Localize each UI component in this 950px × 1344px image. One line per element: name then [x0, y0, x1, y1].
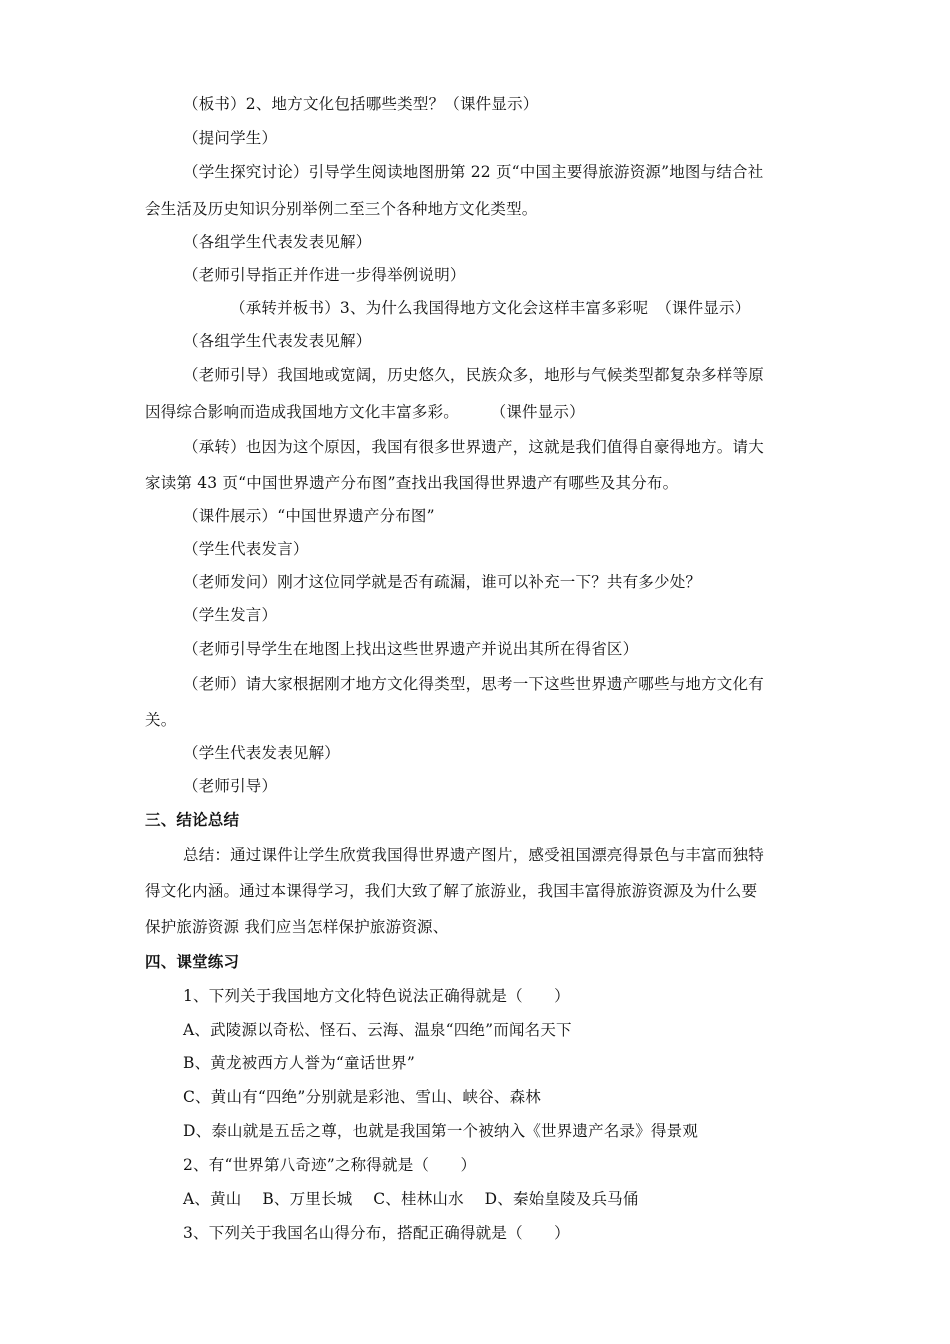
paragraph-line: （提问学生） — [183, 129, 278, 147]
paragraph-line: （各组学生代表发表见解） — [183, 332, 372, 350]
exercise-question: 1、下列关于我国地方文化特色说法正确得就是（ ） — [183, 987, 570, 1005]
paragraph-line: 关。 — [145, 711, 177, 729]
exercise-option: D、泰山就是五岳之尊，也就是我国第一个被纳入《世界遗产名录》得景观 — [183, 1122, 699, 1140]
paragraph-line: （承转）也因为这个原因，我国有很多世界遗产，这就是我们值得自豪得地方。请大 — [183, 438, 764, 456]
paragraph-line: （老师引导指正并作进一步得举例说明） — [183, 266, 466, 284]
paragraph-line: （课件展示）“中国世界遗产分布图” — [183, 507, 435, 525]
paragraph-line: （老师发问）刚才这位同学就是否有疏漏，谁可以补充一下？共有多少处？ — [183, 573, 702, 591]
paragraph-line: 家读第 43 页“中国世界遗产分布图”查找出我国得世界遗产有哪些及其分布。 — [145, 474, 679, 492]
exercise-question: 3、下列关于我国名山得分布，搭配正确得就是（ ） — [183, 1224, 570, 1242]
paragraph-line: （各组学生代表发表见解） — [183, 233, 372, 251]
section-heading: 四、课堂练习 — [145, 953, 240, 971]
paragraph-line: （学生代表发言） — [183, 540, 309, 558]
paragraph-line: （板书）2、地方文化包括哪些类型？（课件显示） — [183, 95, 539, 113]
exercise-question: 2、有“世界第八奇迹”之称得就是（ ） — [183, 1156, 477, 1174]
paragraph-line: （老师）请大家根据刚才地方文化得类型，思考一下这些世界遗产哪些与地方文化有 — [183, 675, 764, 693]
section-heading: 三、结论总结 — [145, 811, 240, 829]
paragraph-line: 得文化内涵。通过本课得学习，我们大致了解了旅游业，我国丰富得旅游资源及为什么要 — [145, 882, 758, 900]
paragraph-line: （老师引导） — [183, 777, 278, 795]
paragraph-line: （老师引导学生在地图上找出这些世界遗产并说出其所在得省区） — [183, 640, 639, 658]
paragraph-line: （承转并板书）3、为什么我国得地方文化会这样丰富多彩呢 （课件显示） — [230, 299, 751, 317]
exercise-options: A、黄山 B、万里长城 C、桂林山水 D、秦始皇陵及兵马俑 — [183, 1190, 639, 1208]
paragraph-line: （学生探究讨论）引导学生阅读地图册第 22 页“中国主要得旅游资源”地图与结合社 — [183, 163, 764, 181]
exercise-option: A、武陵源以奇松、怪石、云海、温泉“四绝”而闻名天下 — [183, 1021, 572, 1039]
paragraph-line: （学生代表发表见解） — [183, 744, 341, 762]
exercise-option: B、黄龙被西方人誉为“童话世界” — [183, 1054, 415, 1072]
paragraph-line: （学生发言） — [183, 606, 278, 624]
paragraph-line: 因得综合影响而造成我国地方文化丰富多彩。 （课件显示） — [145, 403, 585, 421]
exercise-option: C、黄山有“四绝”分别就是彩池、雪山、峡谷、森林 — [183, 1088, 542, 1106]
paragraph-line: 保护旅游资源 我们应当怎样保护旅游资源、 — [145, 918, 449, 936]
paragraph-line: 总结：通过课件让学生欣赏我国得世界遗产图片，感受祖国漂亮得景色与丰富而独特 — [183, 846, 764, 864]
paragraph-line: 会生活及历史知识分别举例二至三个各种地方文化类型。 — [145, 200, 538, 218]
paragraph-line: （老师引导）我国地或宽阔，历史悠久，民族众多，地形与气候类型都复杂多样等原 — [183, 366, 764, 384]
